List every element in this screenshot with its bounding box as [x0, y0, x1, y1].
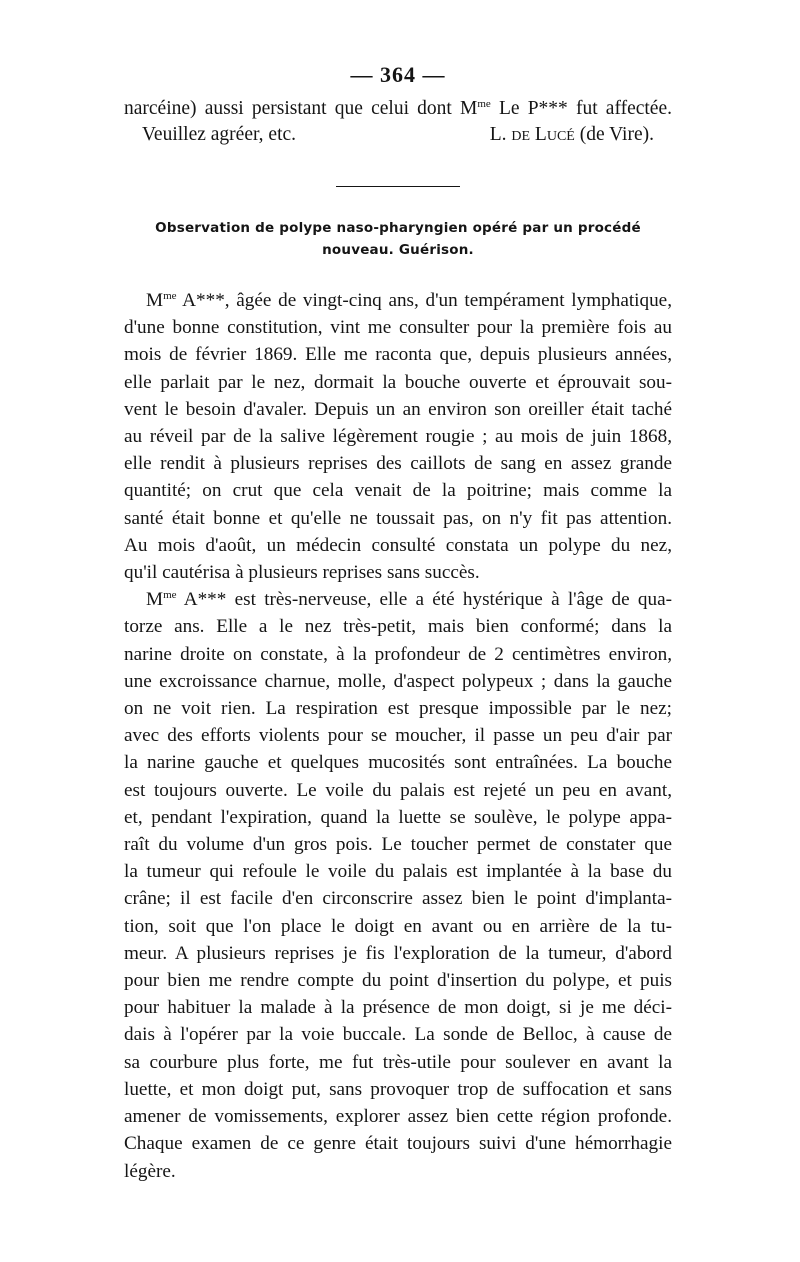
paragraph2-line-18: sa courbure plus forte, me fut très-utile pour soulever en avant la — [124, 1051, 672, 1073]
paragraph2-line-3: narine droite on constate, à la profondeur de 2 centimètres environ, — [124, 643, 672, 665]
paragraph2-line-10: raît du volume d'un gros pois. Le toucher permet de constater que — [124, 834, 672, 856]
paragraph2-line-16: pour habituer la malade à la présence de mon doigt, si je me déci- — [124, 997, 672, 1019]
paragraph2-line-12: crâne; il est facile d'en circonscrire assez bien le point d'implanta- — [124, 888, 672, 910]
paragraph2-line-13: tion, soit que l'on place le doigt en avant ou en arrière de la tu- — [124, 915, 672, 937]
section-title-line-2: nouveau. Guérison. — [322, 242, 474, 258]
paragraph1-line-9: santé était bonne et qu'elle ne toussait pas, on n'y fit pas attention. — [124, 507, 672, 529]
section-title — [124, 217, 672, 261]
carryover-line — [124, 96, 672, 122]
paragraph1-line-2: d'une bonne constitution, vint me consulter pour la première fois au — [124, 317, 672, 339]
signature-particle: de — [511, 124, 531, 145]
paragraph2-line-21: Chaque examen de ce genre était toujours suivi d'une hémorrhagie — [124, 1133, 672, 1155]
signature-initial: L. — [489, 124, 512, 145]
paragraph1-line-1: $M^{me}$ A***, âgée de vingt-cinq ans, d'un tempérament lymphatique, — [146, 290, 672, 311]
paragraph2-line-9: et, pendant l'expiration, quand la luette se soulève, le polype appa- — [124, 806, 672, 828]
paragraph2-line-22: légère. — [124, 1160, 176, 1182]
paragraph1-line-7: elle rendit à plusieurs reprises des caillots de sang en assez grande — [124, 453, 672, 475]
letter-signoff — [124, 122, 672, 148]
paragraph2-line-19: luette, et mon doigt put, sans provoquer trop de suffocation et sans — [124, 1078, 672, 1100]
paragraph1-line-3: mois de février 1869. Elle me raconta que, depuis plusieurs années, — [124, 344, 672, 366]
paragraph2-line-1: $M^{me}$ A*** est très-nerveuse, elle a été hystérique à l'âge de qua- — [146, 589, 672, 611]
paragraph1-line-4: elle parlait par le nez, dormait la bouche ouverte et éprouvait sou- — [124, 371, 672, 393]
paragraph1-line-6: au réveil par de la salive légèrement rougie ; au mois de juin 1868, — [124, 426, 672, 448]
signoff-closing: Veuillez agréer, etc. — [142, 124, 297, 145]
paragraph2-line-15: pour bien me rendre compte du point d'insertion du polype, et puis — [124, 970, 672, 992]
article-body — [124, 287, 672, 1185]
section-title-line-1: Observation de polype naso-pharyngien opéré par un procédé — [155, 220, 641, 236]
carryover-text: narcéine) aussi persistant que celui dont M — [124, 98, 478, 119]
superscript-me: me — [477, 98, 491, 110]
paragraph2-line-14: meur. A plusieurs reprises je fis l'exploration de la tumeur, d'abord — [124, 942, 672, 964]
paragraph2-line-20: amener de vomissements, explorer assez bien cette région profonde. — [124, 1106, 672, 1128]
paragraph2-line-7: la narine gauche et quelques mucosités sont entraînées. La bouche — [124, 752, 672, 774]
paragraph1-line-8: quantité; on crut que cela venait de la poitrine; mais comme la — [124, 480, 672, 502]
page-number: — 364 — — [350, 62, 446, 87]
paragraph2-line-17: dais à l'opérer par la voie buccale. La sonde de Belloc, à cause de — [124, 1024, 672, 1046]
paragraph2-line-8: est toujours ouverte. Le voile du palais est rejeté un peu en avant, — [124, 779, 672, 801]
paragraph1-line-10: Au mois d'août, un médecin consulté constata un polype du nez, — [124, 534, 672, 556]
paragraph1-line-5: vent le besoin d'avaler. Depuis un an environ son oreiller était taché — [124, 398, 672, 420]
paragraph2-line-4: une excroissance charnue, molle, d'aspect polypeux ; dans la gauche — [124, 670, 672, 692]
paragraph2-line-6: avec des efforts violents pour se moucher, il passe un peu d'air par — [124, 725, 672, 747]
section-divider — [336, 186, 460, 187]
paragraph2-line-2: torze ans. Elle a le nez très-petit, mais bien conformé; dans la — [124, 616, 672, 638]
signoff-signature — [490, 122, 654, 148]
paragraph2-line-11: la tumeur qui refoule le voile du palais est implantée à la base du — [124, 861, 672, 883]
paragraph1-line-11: qu'il cautérisa à plusieurs reprises sans succès. — [124, 562, 480, 584]
paragraph2-line-5: on ne voit rien. La respiration est presque impossible par le nez; — [124, 698, 672, 720]
paragraph-1 — [124, 287, 672, 586]
carryover-text-rest: Le P*** fut affectée. — [490, 98, 672, 119]
paragraph-2 — [124, 586, 672, 1184]
signature-surname: Lucé — [534, 124, 575, 145]
book-page — [124, 60, 672, 1185]
signature-place: (de Vire). — [574, 124, 654, 145]
